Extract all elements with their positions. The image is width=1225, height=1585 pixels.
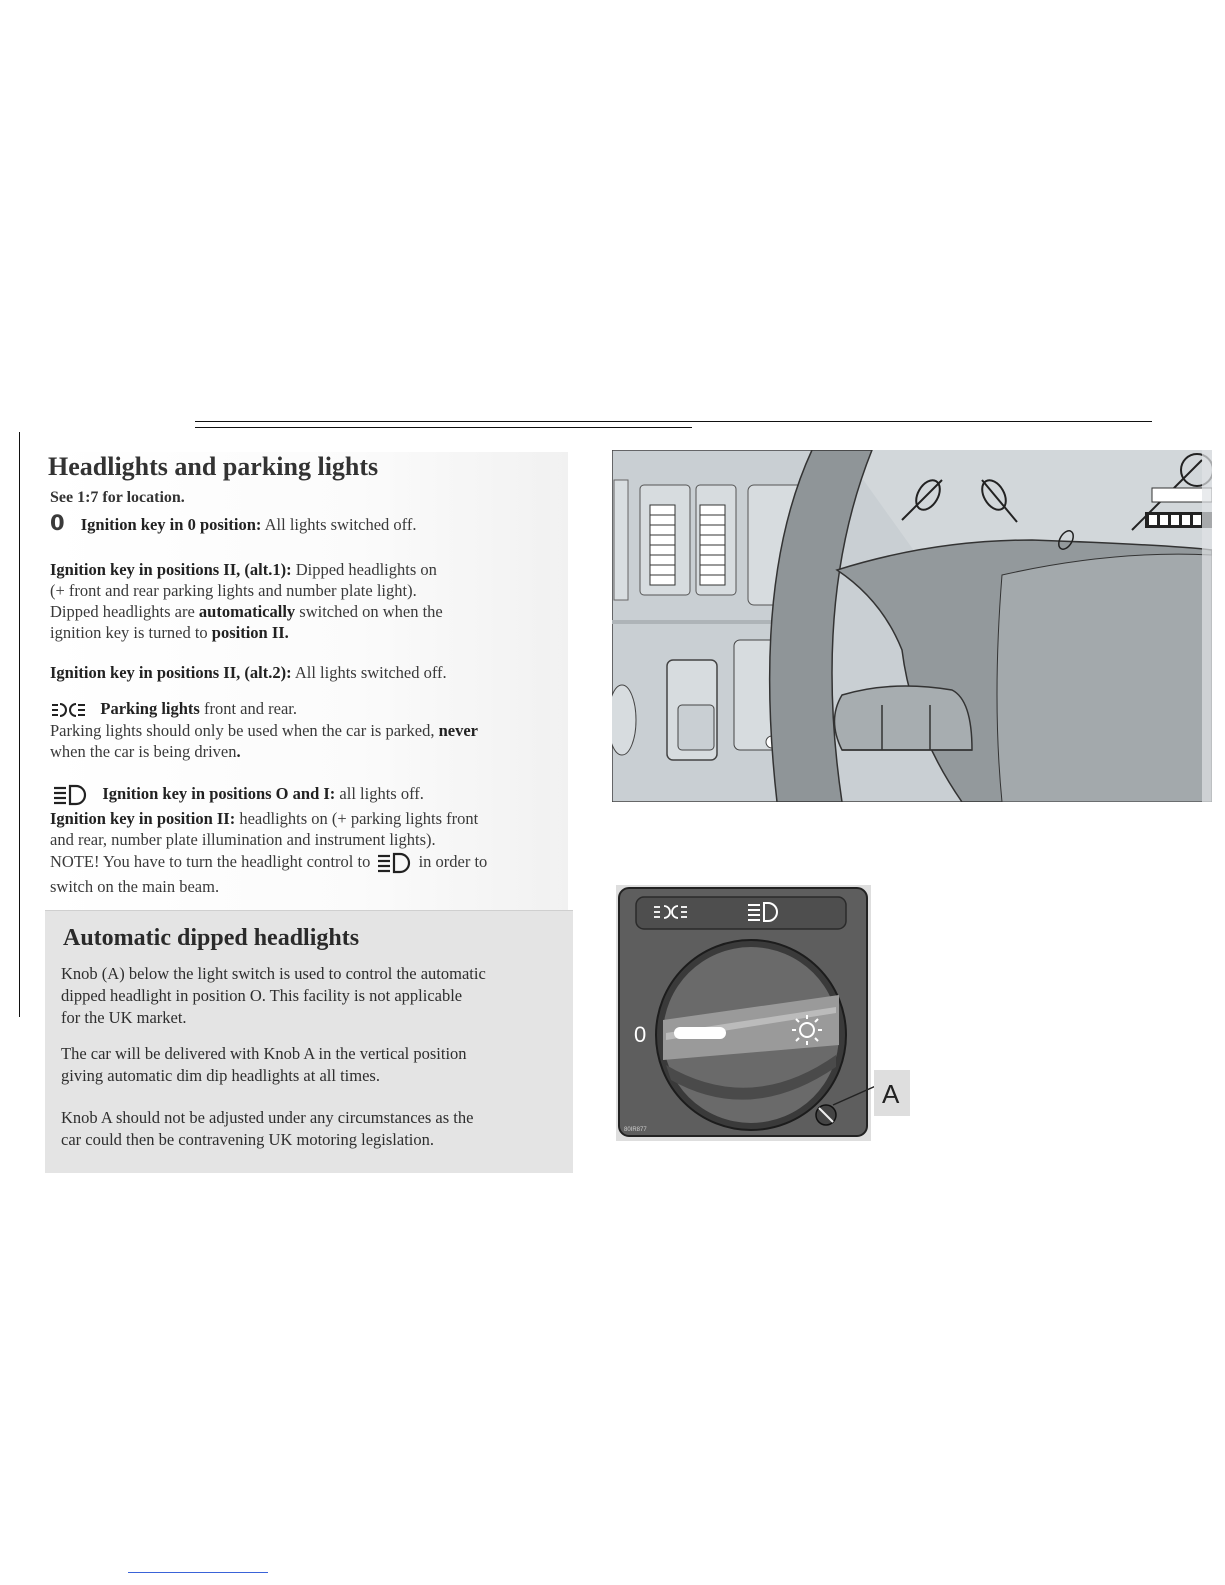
- bottom-link-underline: [128, 1572, 268, 1573]
- header-rule-short: [195, 427, 692, 428]
- ignition-0-text: All lights switched off.: [264, 515, 417, 534]
- headlight-text3: and rear, number plate illumination and instrument lights).: [50, 830, 436, 849]
- p3-line1: Knob A should not be adjusted under any circumstances as the: [61, 1108, 474, 1127]
- alt1-text1: Dipped headlights on: [295, 560, 437, 579]
- p1-line1: Knob (A) below the light switch is used to control the automatic: [61, 964, 486, 983]
- auto-box-title: Automatic dipped headlights: [63, 925, 360, 951]
- headlight-text1: all lights off.: [339, 783, 424, 803]
- figure-code: 80IR877: [624, 1127, 647, 1133]
- ignition-0-label: Ignition key in 0 position:: [80, 515, 262, 534]
- p2-line2: giving automatic dim dip headlights at all times.: [61, 1066, 380, 1085]
- p1-line2: dipped headlight in position O. This facility is not applicable: [61, 986, 463, 1005]
- parking-text2a: Parking lights should only be used when the car is parked,: [50, 721, 439, 741]
- parking-paragraph: [50, 698, 550, 762]
- alt1-text3c: switched on when the: [295, 602, 443, 621]
- alt1-text3b: automatically: [198, 602, 296, 621]
- headlight-text2: headlights on (+ parking lights front: [239, 809, 479, 828]
- p2-line1: The car will be delivered with Knob A in the vertical position: [61, 1044, 467, 1063]
- auto-headlights-box: [45, 910, 573, 1173]
- headlight-label1: Ignition key in positions O and I:: [102, 783, 336, 803]
- headlight-label2: Ignition key in position II:: [50, 809, 236, 828]
- auto-box-p2: [61, 1043, 561, 1087]
- zero-icon: 0: [50, 511, 65, 535]
- header-rule: [195, 421, 1152, 422]
- parking-lights-icon: [50, 700, 88, 720]
- alt2-text: All lights switched off.: [294, 663, 447, 682]
- headlight-text5: switch on the main beam.: [50, 877, 220, 896]
- headlight-paragraph: [50, 782, 570, 897]
- alt2-label: Ignition key in positions II, (alt.2):: [50, 663, 292, 682]
- parking-text2b: never: [438, 721, 479, 741]
- parking-text3a: when the car is being driven: [50, 742, 237, 762]
- ignition-0-paragraph: [50, 513, 550, 535]
- headlight-text4a: NOTE! You have to turn the headlight control to: [50, 851, 371, 871]
- margin-rule: [19, 432, 20, 1017]
- p1-line3: for the UK market.: [61, 1008, 187, 1027]
- alt1-text3a: Dipped headlights are: [50, 602, 199, 621]
- light-switch-figure: [616, 885, 910, 1141]
- parking-label: Parking lights: [100, 699, 200, 718]
- page-title: Headlights and parking lights: [48, 452, 379, 481]
- headlight-text4b: in order to: [418, 851, 488, 871]
- alt1-text2: (+ front and rear parking lights and number plate light).: [50, 581, 417, 600]
- main-beam-icon-inline: [374, 850, 414, 876]
- ignition-ii-alt2-paragraph: [50, 662, 550, 683]
- ignition-ii-alt1-paragraph: [50, 559, 550, 643]
- p3-line2: car could then be contravening UK motoring legislation.: [61, 1130, 434, 1149]
- main-beam-icon: [50, 782, 90, 808]
- auto-box-p3: [61, 1107, 561, 1151]
- parking-text3b: .: [236, 742, 241, 762]
- auto-box-p1: [61, 963, 561, 1029]
- location-note: See 1:7 for location.: [50, 489, 185, 506]
- parking-text1: front and rear.: [203, 699, 297, 718]
- dashboard-illustration: [612, 450, 1212, 802]
- alt1-text4b: position II.: [211, 623, 289, 642]
- alt1-text4a: ignition key is turned to: [50, 623, 212, 642]
- alt1-label: Ignition key in positions II, (alt.1):: [50, 560, 292, 579]
- callout-a-label: A: [882, 1079, 900, 1109]
- position-zero-label: 0: [634, 1022, 647, 1047]
